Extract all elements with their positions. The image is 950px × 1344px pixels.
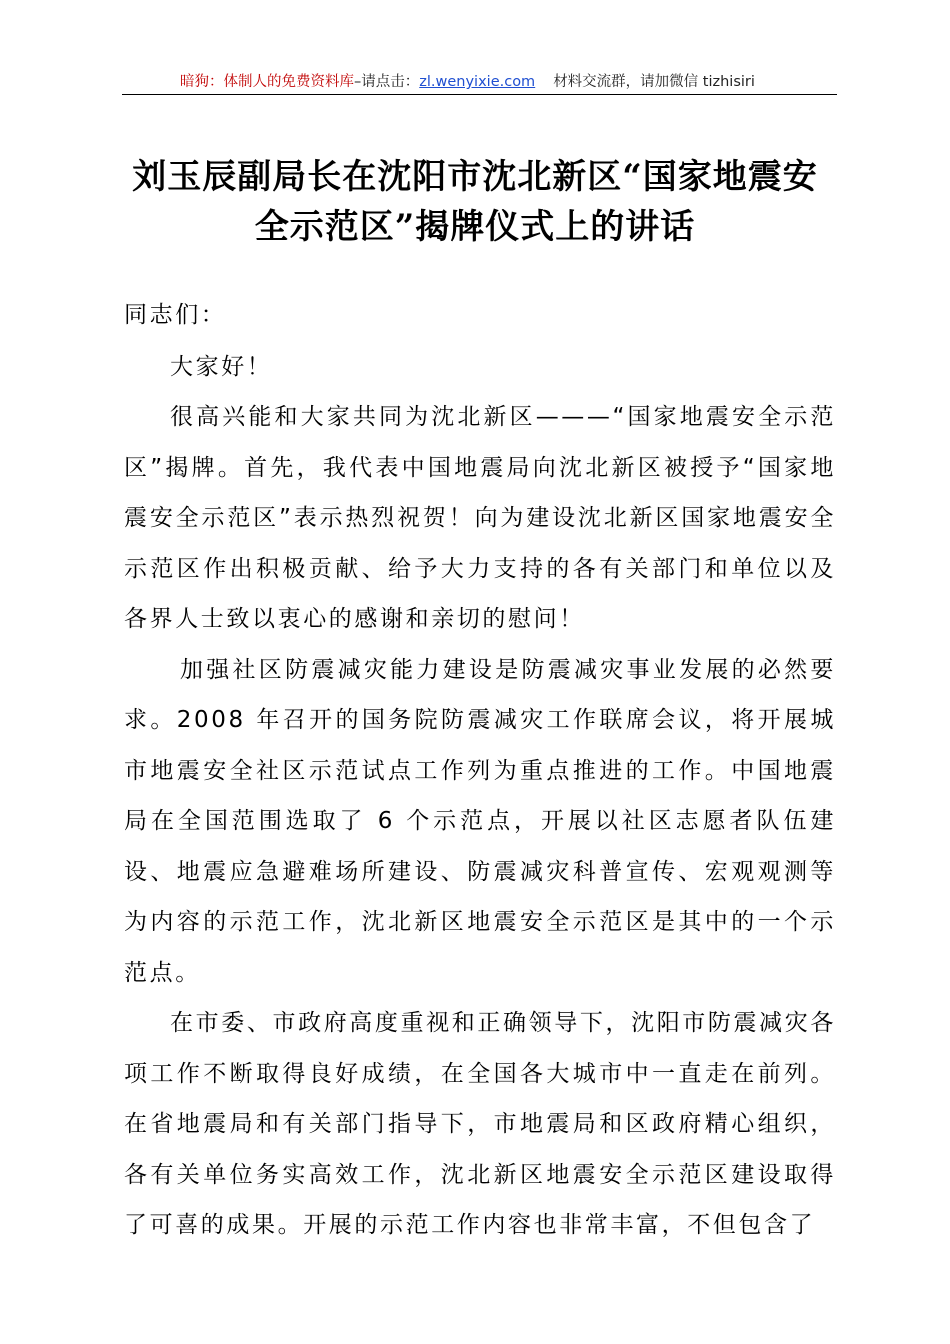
paragraph-3: 在市委、市政府高度重视和正确领导下，沈阳市防震减灾各项工作不断取得良好成绩，在全国各大城市中一直走在前列。在省地震局和有关部门指导下，市地震局和区政府精心组织，各有关单位务实高效工作，沈北新区地震安全示范区建设取得了可喜的成果。开展的示范工作内容也非常丰富，不但包含了 [124,1010,836,1238]
header-link[interactable]: zl.wenyixie.com [419,74,536,90]
salutation: 同志们： [124,302,227,328]
header-click-prompt: –请点击： [354,74,420,90]
page-header [122,62,837,95]
document-body [124,290,836,1251]
title-line-1: 刘玉辰副局长在沈阳市沈北新区“国家地震安 [132,157,818,197]
greeting: 大家好！ [170,353,273,380]
paragraph-1: 很高兴能和大家共同为沈北新区———“国家地震安全示范区”揭牌。首先，我代表中国地震局向沈北新区被授予“国家地震安全示范区”表示热烈祝贺！向为建设沈北新区国家地震安全示范区作出积极贡献、给予大力支持的各有关部门和单位以及各界人士致以衷心的感谢和亲切的慰问！ [124,404,836,632]
header-contact-text: 材料交流群，请加微信 tizhisiri [553,74,755,90]
title-line-2: 全示范区”揭牌仪式上的讲话 [254,207,696,247]
document-title [0,152,950,252]
paragraph-2: 加强社区防震减灾能力建设是防震减灾事业发展的必然要求。2008 年召开的国务院防震减灾工作联席会议，将开展城市地震安全社区示范试点工作列为重点推进的工作。中国地震局在全国范围选取了 6 个示范点，开展以社区志愿者队伍建设、地震应急避难场所建设、防震减灾科普宣传、宏观观测等为内容的示范工作，沈北新区地震安全示范区是其中的一个示范点。 [124,656,836,986]
header-promo-label: 暗狗：体制人的免费资料库 [180,74,354,90]
